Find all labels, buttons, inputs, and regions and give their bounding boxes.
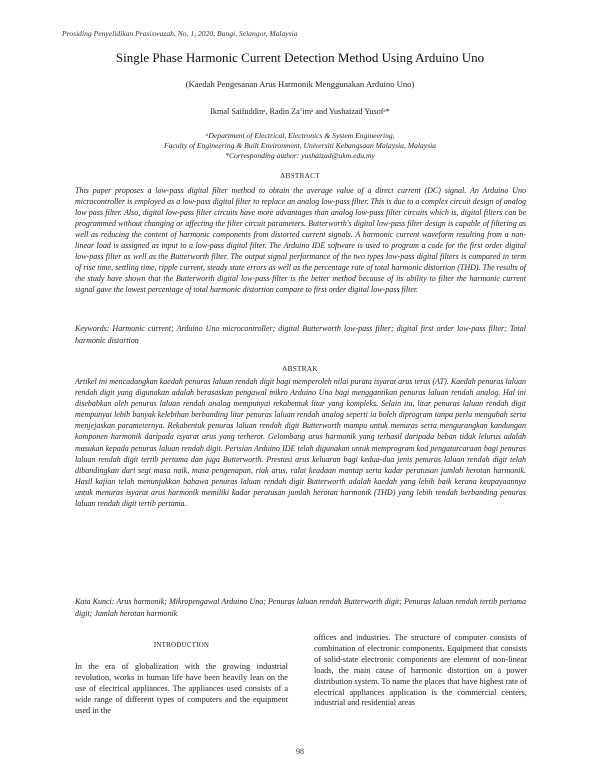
paper-title: Single Phase Harmonic Current Detection Method Using Arduino Uno: [115, 50, 485, 65]
running-head: Prosiding Penyelidikan Prasiswazah, No. 1, 2020, Bangi, Selangor, Malaysia: [62, 29, 298, 38]
affiliation-faculty: Faculty of Engineering & Built Environment, Universiti Kebangsaan Malaysia, Malaysia: [164, 141, 436, 150]
corresponding-author: *Corresponding author: yushaizad@ukm.edu.my: [225, 151, 375, 160]
abstract-heading: ABSTRACT: [280, 172, 320, 180]
page-number: 98: [296, 747, 304, 756]
abstrak-keywords: Kata Kunci: Arus harmonik; Mikropengawal Arduino Uno; Penuras laluan rendah Butterworth digit; Penuras laluan rendah tertib pertama digit; Jumlah herotan harmonik: [75, 597, 526, 619]
abstrak-heading: ABSTRAK: [282, 365, 318, 373]
introduction-left-column: In the era of globalization with the growing industrial revolution, works in human life have been heavily lean on the use of electrical appliances. The appliances used consists of a wide range of different types of computers and the equipment used in the: [75, 662, 288, 715]
introduction-right-column: offices and industries. The structure of computer consists of combination of electronic components. Equipment that consists of solid-state electronic components are element of non-linear loads, the main cause of harmonic distortion on a power distribution system. To name the places that have highest rate of electrical appliances application is the commercial centers, industrial and residential areas: [314, 633, 527, 708]
abstract-text: This paper proposes a low-pass digital filter method to obtain the average value of a direct current (DC) signal. An Arduino Uno microcontroller is employed as a low-pass digital filter to replace an analog low-pass filter. This is due to a complex circuit design of analog low pass filter. Also, digital low-pass filter circuits have more advantages than analog low-pass filter circuits which is, digital filters can be programmed without changing or affecting the filter circuit parameters. Butterworth's digital low-pass filter design is capable of filtering as well as reducing the content of harmonic components from distorted current signals. A harmonic current waveform resulting from a non-linear load is assigned as input to a low-pass digital filter. The Arduino IDE software is used to program a code for the first order digital low-pass filter as well as the Butterworth filter. The output signal performance of the two types low-pass digital filters is compared in term of rise time, settling time, ripple current, steady state errors as well as the percentage rate of total harmonic distortion (THD). The results of the study have shown that the Butterworth digital low-pass filter is the better method because of its ability to filter the harmonic current signal gave the lowest percentage of total harmonic distortion compare to first order digital low-pass filter.: [75, 186, 526, 295]
author-list: Ikmal Saifuddinᵃ, Radin Za’imᵃ and Yushaizad Yusofᵃ*: [210, 107, 390, 116]
abstract-keywords: Keywords: Harmonic current; Arduino Uno microcontroller; digital Butterworth low-pass filter; digital first order low-pass filter; Total harmonic distortion: [75, 324, 526, 346]
introduction-heading: INTRODUCTION: [153, 641, 210, 649]
affiliation-department: ᵃDepartment of Electrical, Electronics & System Engineering,: [205, 131, 395, 140]
abstrak-text: Artikel ini mencadangkan kaedah penuras laluan rendah digit bagi memperoleh nilai purata isyarat arus terus (AT). Kaedah penuras laluan rendah digit yang digunakan adalah berasaskan pengawal mikro Arduino Uno bagi menggantikan penuras laluan rendah analog. Hal ini disebabkan oleh penuras laluan rendah analog mempunyai rekabentuk litar yang kompleks. Selain itu, litar penuras laluan rendah digit mempunyai lebih banyak kelebihan berbanding litar penuras laluan rendah analog seperti ia boleh diprogram tanpa perlu mengubah serta menjejaskan parameternya. Rekabentuk penuras laluan rendah digit Butterworth mampu untuk menuras serta mengurangkan kandungan komponen harmonik daripada isyarat arus yang terherot. Gelombang arus harmonik yang terhasil daripada beban tidak lelurus adalah masukan kepada penuras laluan rendah digit. Perisian Arduino IDE telah digunakan untuk memprogram kod pengaturcaraan bagi penuras laluan rendah digit tertib pertama dan juga Butterworth. Prestasi arus keluaran bagi kedua-dua jenis penuras laluan rendah digit telah dibandingkan dari segi masa naik, masa pengenapan, riak arus, ralat keadaan mantap serta kadar peratusan jumlah herotan harmonik. Hasil kajian telah menunjukkan bahawa penuras laluan rendah digit Butterworth adalah kaedah yang lebih baik kerana keupayaannya untuk menuras isyarat arus harmonik memiliki kadar peratusan jumlah herotan harmonik (THD) yang lebih rendah berbanding penuras laluan rendah digit tertib pertama.: [75, 377, 526, 509]
malay-title: (Kaedah Pengesanan Arus Harmonik Menggunakan Arduino Uno): [185, 79, 415, 89]
